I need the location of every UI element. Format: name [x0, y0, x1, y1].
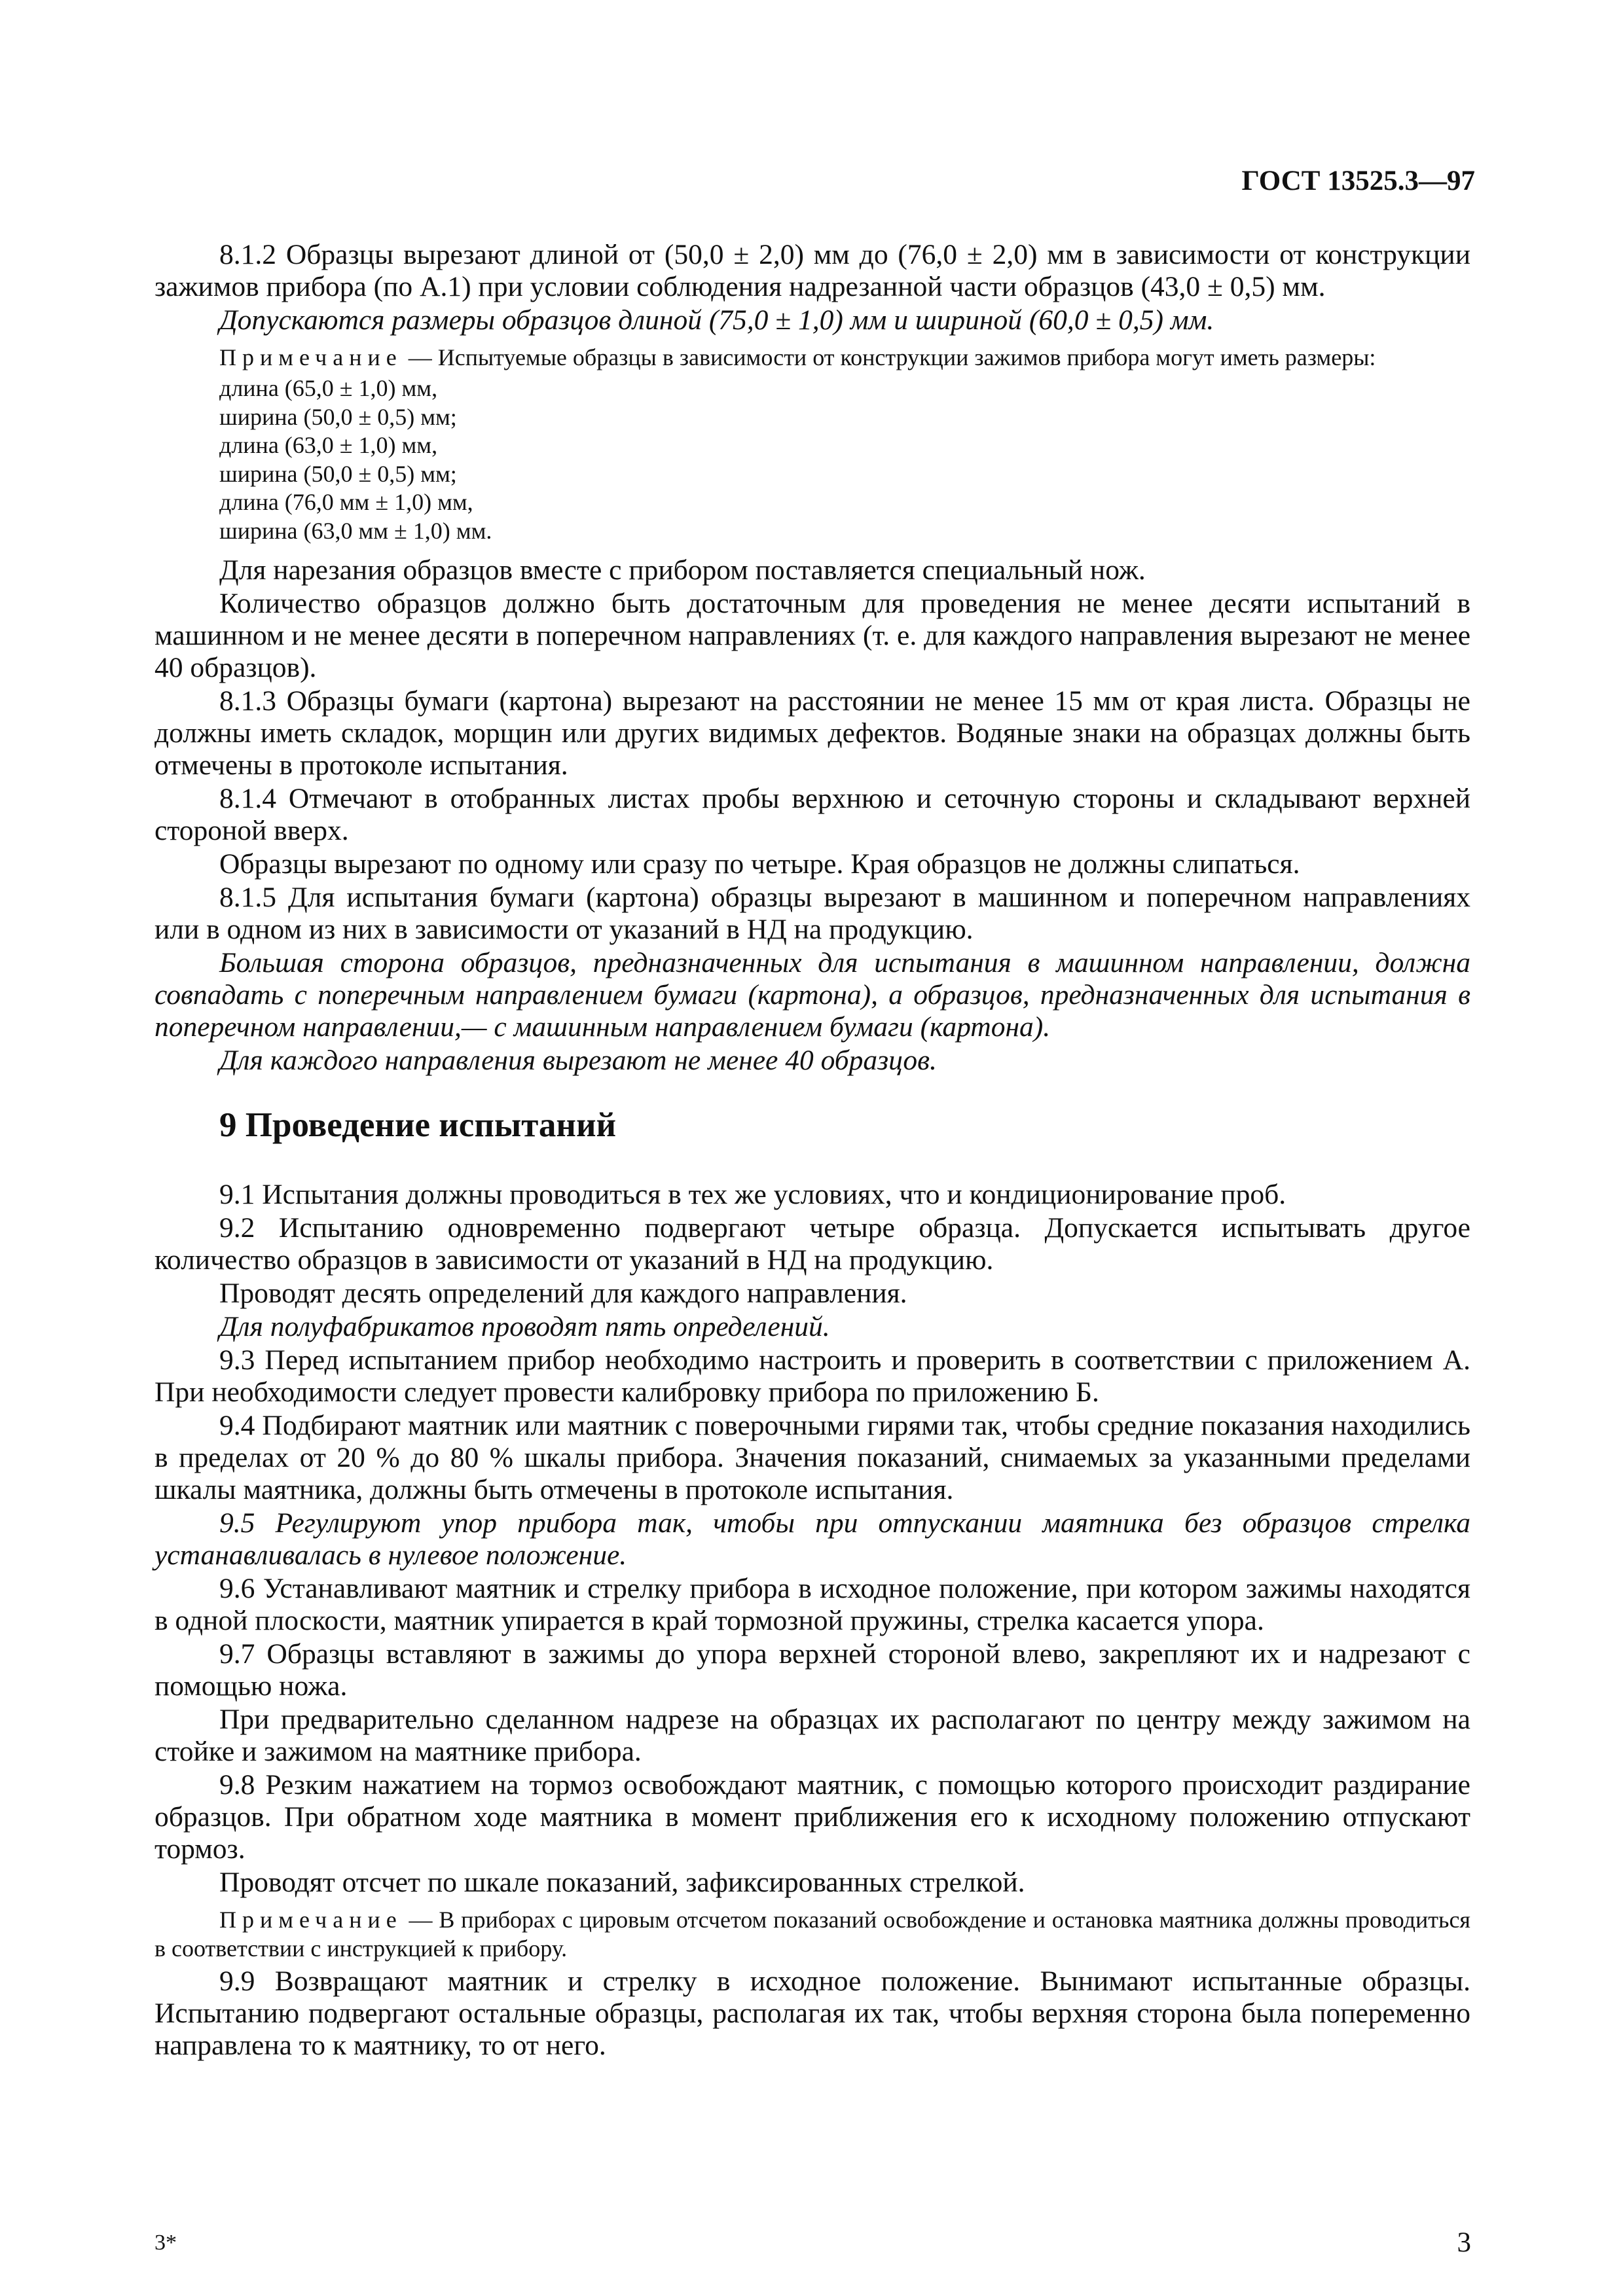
note-2	[155, 1905, 1470, 1963]
dimension-item: ширина (50,0 ± 0,5) мм;	[219, 460, 457, 487]
paragraph-8-1-2-italic: Допускаются размеры образцов длиной (75,0 ± 1,0) мм и шириной (60,0 ± 0,5) мм.	[219, 304, 1214, 336]
paragraph-9-6: 9.6 Устанавливают маятник и стрелку прибора в исходное положение, при котором зажимы находятся в одной плоскости, маятник упирается в край тормозной пружины, стрелка касается упора.	[155, 1573, 1470, 1636]
note-label: Примечание	[219, 1907, 403, 1933]
section-heading-9: 9 Проведение испытаний	[219, 1106, 617, 1144]
note-label: Примечание	[219, 344, 403, 370]
paragraph-8-1-4: 8.1.4 Отмечают в отобранных листах пробы верхнюю и сеточную стороны и складывают верхней стороной вверх.	[155, 783, 1470, 846]
dimensions-list	[155, 374, 1470, 545]
dimension-item: ширина (50,0 ± 0,5) мм;	[219, 403, 457, 430]
paragraph-8-1-5: 8.1.5 Для испытания бумаги (картона) образцы вырезают в машинном и поперечном направлениях или в одном из них в зависимости от указаний в НД на продукцию.	[155, 882, 1470, 945]
note-text: — В приборах с цировым отсчетом показаний освобождение и остановка маятника должны проводиться в соответствии с инструкцией к прибору.	[155, 1907, 1470, 1962]
note-text: — Испытуемые образцы в зависимости от конструкции зажимов прибора могут иметь размеры:	[402, 344, 1376, 370]
footer-mark: 3*	[155, 2231, 177, 2255]
paragraph-9-8: 9.8 Резким нажатием на тормоз освобождают маятник, с помощью которого происходит раздирание образцов. При обратном ходе маятника в момент приближения его к исходному положению отпускают тормоз.	[155, 1769, 1470, 1865]
paragraph-9-5-italic: 9.5 Регулируют упор прибора так, чтобы при отпускании маятника без образцов стрелка устанавливалась в нулевое положение.	[155, 1507, 1470, 1571]
paragraph-9-4: 9.4 Подбирают маятник или маятник с поверочными гирями так, чтобы средние показания находились в пределах от 20 % до 80 % шкалы прибора. Значения показаний, снимаемых за указанными пределами шкалы маятника, должны быть отмечены в протоколе испытания.	[155, 1410, 1470, 1505]
paragraph-9-2-b: Проводят десять определений для каждого направления.	[219, 1278, 907, 1309]
note-1	[155, 343, 1470, 372]
document-code: ГОСТ 13525.3—97	[1241, 166, 1475, 196]
dimension-item: длина (76,0 мм ± 1,0) мм,	[219, 489, 473, 515]
paragraph-8-1-5-italic-1: Большая сторона образцов, предназначенных для испытания в машинном направлении, должна совпадать с поперечным направлением бумаги (картона), а образцов, предназначенных для испытания в поперечном направлении,— с машинным направлением бумаги (картона).	[155, 947, 1470, 1043]
dimension-item: длина (63,0 ± 1,0) мм,	[219, 432, 438, 458]
paragraph-9-7: 9.7 Образцы вставляют в зажимы до упора верхней стороной влево, закрепляют их и надрезают с помощью ножа.	[155, 1638, 1470, 1702]
paragraph-9-3: 9.3 Перед испытанием прибор необходимо настроить и проверить в соответствии с приложением А. При необходимости следует провести калибровку прибора по приложению Б.	[155, 1344, 1470, 1408]
dimension-item: длина (65,0 ± 1,0) мм,	[219, 375, 438, 401]
paragraph-9-2: 9.2 Испытанию одновременно подвергают четыре образца. Допускается испытывать другое количество образцов в зависимости от указаний в НД на продукцию.	[155, 1212, 1470, 1276]
paragraph-8-1-3: 8.1.3 Образцы бумаги (картона) вырезают на расстоянии не менее 15 мм от края листа. Образцы не должны иметь складок, морщин или других видимых дефектов. Водяные знаки на образцах должны быть отмечены в протоколе испытания.	[155, 685, 1470, 781]
paragraph-8-1-5-italic-2: Для каждого направления вырезают не менее 40 образцов.	[219, 1045, 937, 1076]
paragraph-count: Количество образцов должно быть достаточным для проведения не менее десяти испытаний в машинном и не менее десяти в поперечном направлениях (т. е. для каждого направления вырезают не менее 40 образцов).	[155, 588, 1470, 683]
document-body	[155, 239, 1470, 2063]
page-number: 3	[1457, 2227, 1471, 2258]
dimension-item: ширина (63,0 мм ± 1,0) мм.	[219, 517, 492, 544]
paragraph-knife: Для нарезания образцов вместе с прибором поставляется специальный нож.	[219, 554, 1146, 586]
paragraph-9-9: 9.9 Возвращают маятник и стрелку в исходное положение. Вынимают испытанные образцы. Испытанию подвергают остальные образцы, располагая их так, чтобы верхняя сторона была попеременно направлена то к маятнику, то от него.	[155, 1965, 1470, 2061]
paragraph-9-8-b: Проводят отсчет по шкале показаний, зафиксированных стрелкой.	[219, 1867, 1025, 1898]
paragraph-8-1-2: 8.1.2 Образцы вырезают длиной от (50,0 ± 2,0) мм до (76,0 ± 2,0) мм в зависимости от конструкции зажимов прибора (по А.1) при условии соблюдения надрезанной части образцов (43,0 ± 0,5) мм.	[155, 239, 1470, 302]
paragraph-9-2-italic: Для полуфабрикатов проводят пять определений.	[219, 1311, 830, 1342]
paragraph-cut: Образцы вырезают по одному или сразу по четыре. Края образцов не должны слипаться.	[219, 848, 1300, 880]
paragraph-9-1: 9.1 Испытания должны проводиться в тех же условиях, что и кондиционирование проб.	[219, 1179, 1286, 1210]
paragraph-9-7-b: При предварительно сделанном надрезе на образцах их располагают по центру между зажимом на стойке и зажимом на маятнике прибора.	[155, 1704, 1470, 1767]
